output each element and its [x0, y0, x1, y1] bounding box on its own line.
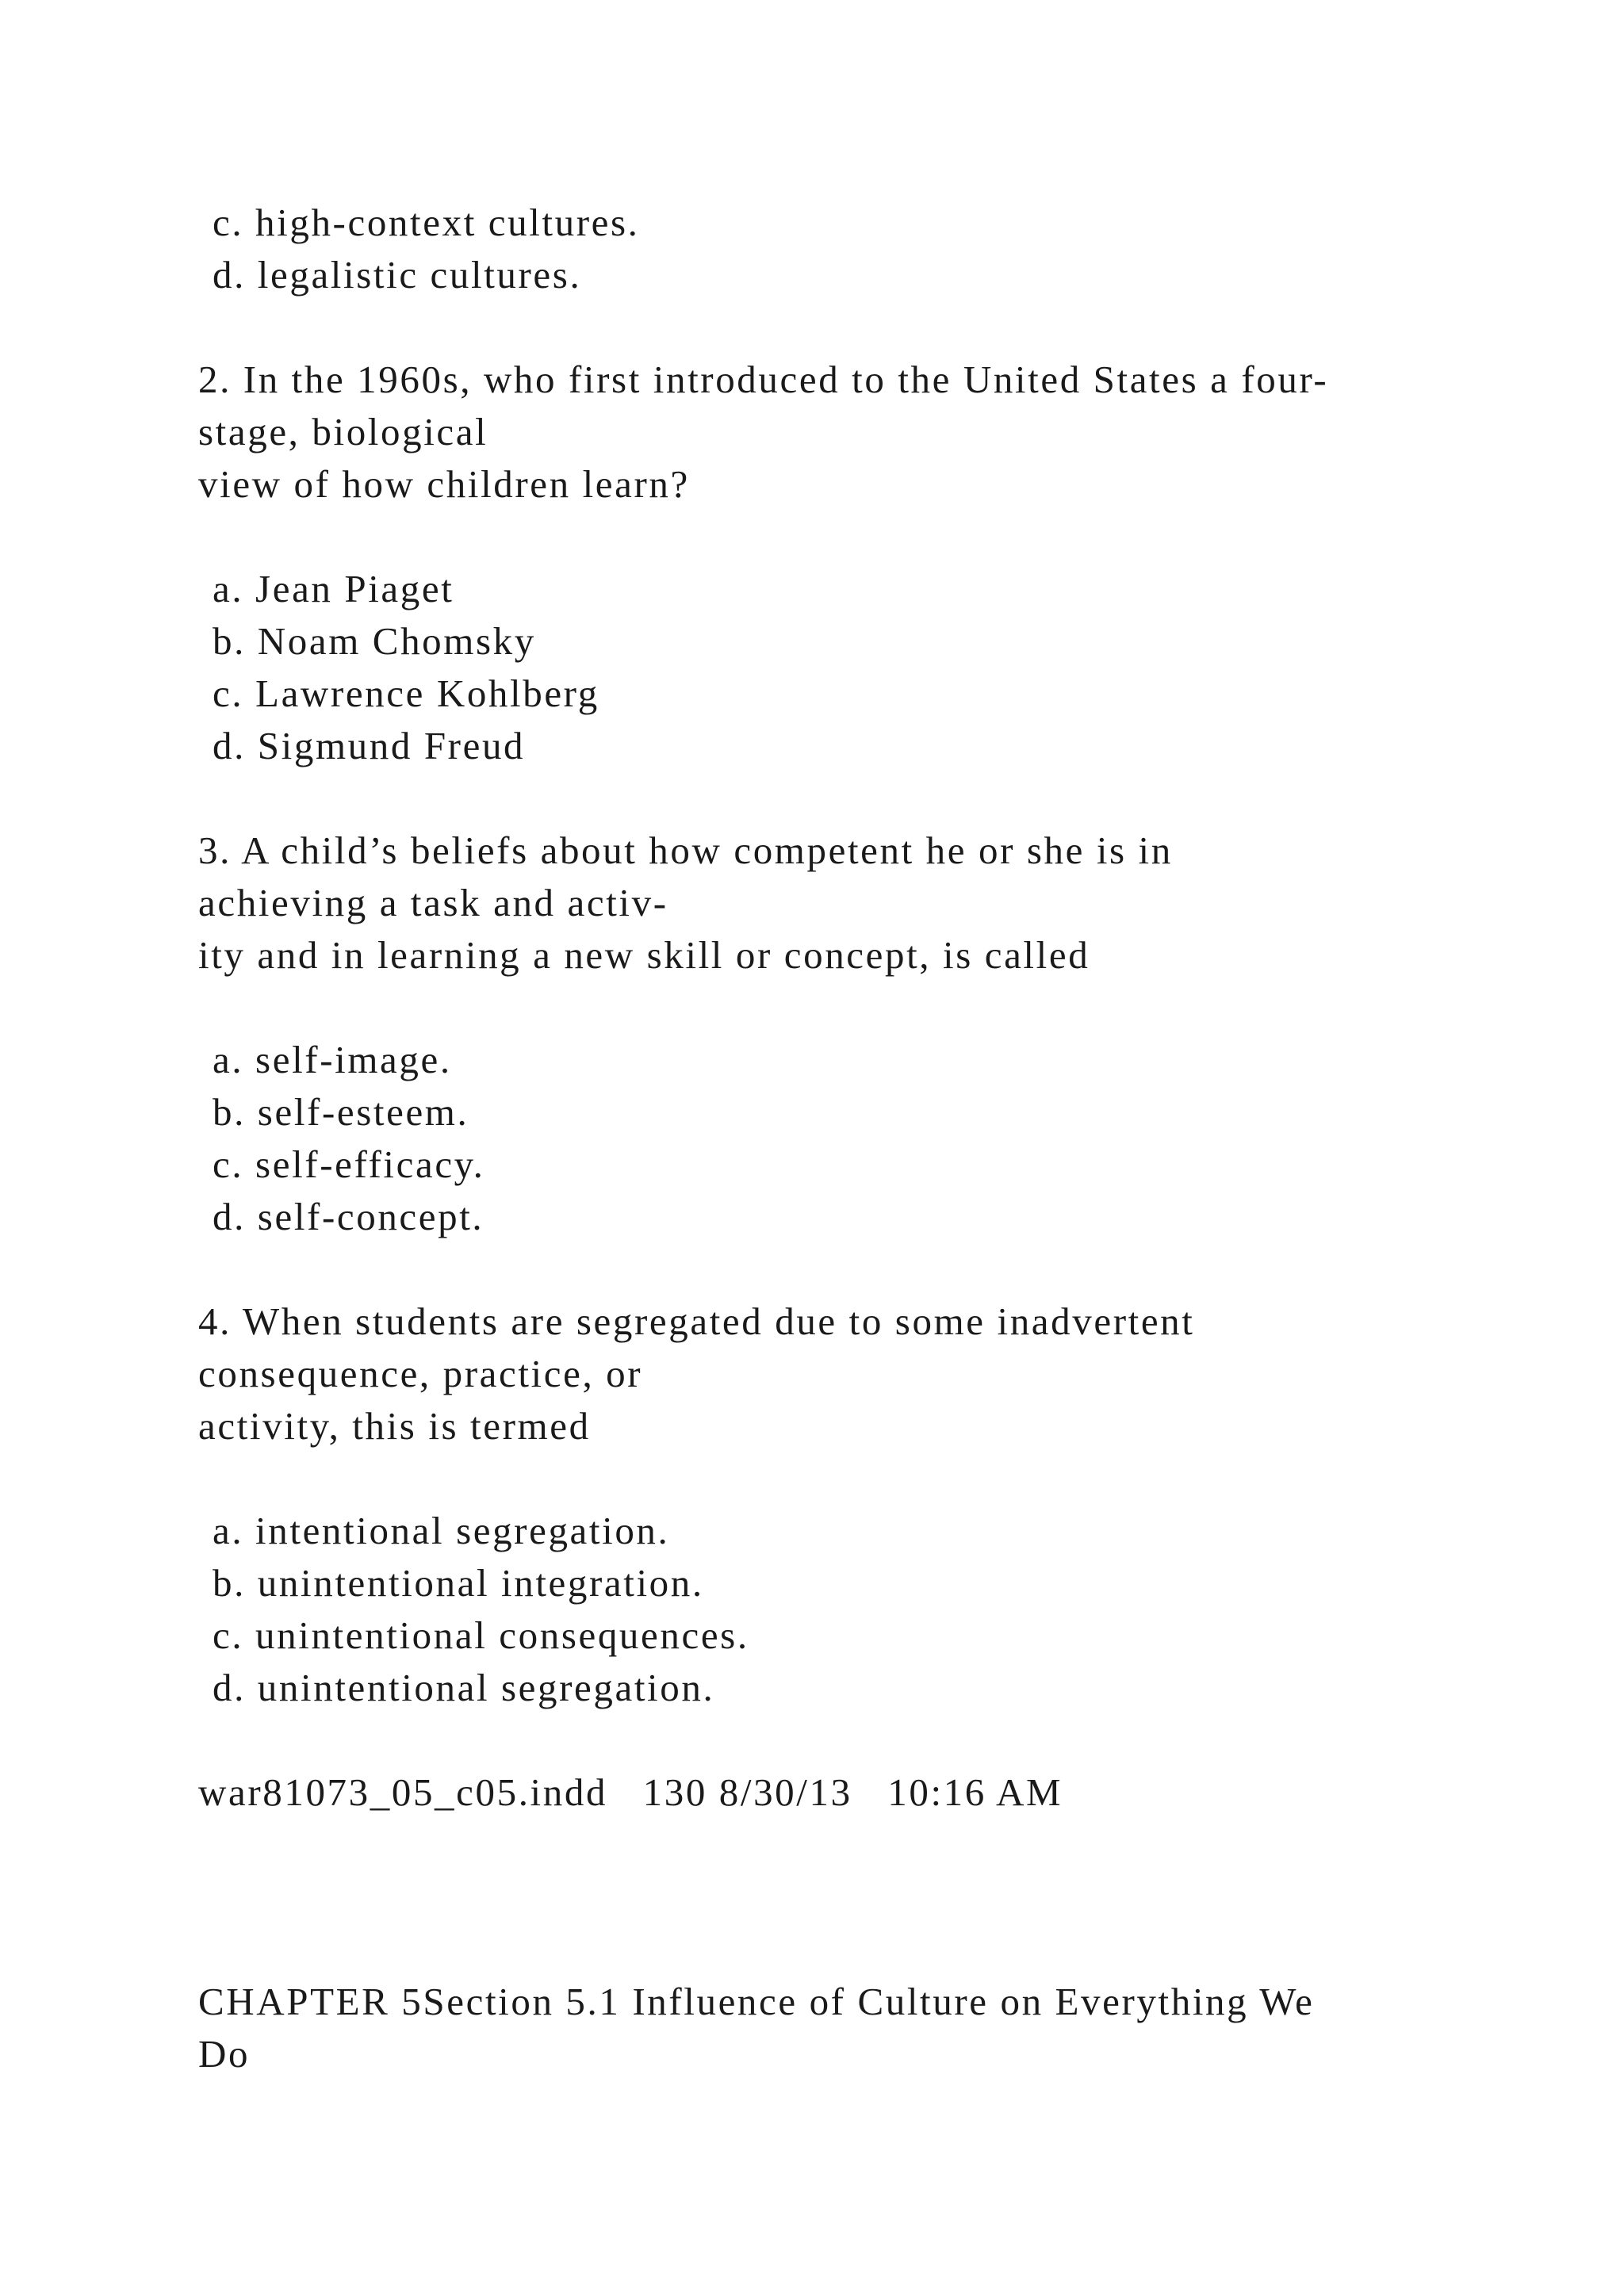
question-4-stem-line: 4. When students are segregated due to some inadvertent	[198, 1299, 1195, 1343]
question-2-option-b: b. Noam Chomsky	[213, 619, 536, 663]
question-2-option-c: c. Lawrence Kohlberg	[213, 672, 599, 715]
question-2-option-a: a. Jean Piaget	[213, 567, 454, 610]
question-2-stem-line: view of how children learn?	[198, 462, 690, 506]
question-3-option-b: b. self-esteem.	[213, 1090, 469, 1134]
question-4-option-c: c. unintentional consequences.	[213, 1613, 749, 1657]
option-line: d. legalistic cultures.	[213, 253, 582, 297]
chapter-heading-line: CHAPTER 5Section 5.1 Influence of Culture on Everything We	[198, 1980, 1315, 2023]
question-4-option-d: d. unintentional segregation.	[213, 1666, 715, 1709]
footer-slug: war81073_05_c05.indd 130 8/30/13 10:16 AM	[198, 1770, 1063, 1814]
question-4-option-a: a. intentional segregation.	[213, 1509, 670, 1552]
question-4-stem-line: activity, this is termed	[198, 1404, 591, 1448]
question-3-option-a: a. self-image.	[213, 1038, 452, 1081]
chapter-heading-line: Do	[198, 2032, 251, 2076]
question-3-option-c: c. self-efficacy.	[213, 1142, 485, 1186]
question-3-stem-line: 3. A child’s beliefs about how competent he or she is in	[198, 828, 1173, 872]
question-2-option-d: d. Sigmund Freud	[213, 724, 526, 767]
question-3-option-d: d. self-concept.	[213, 1195, 485, 1238]
question-4-stem-line: consequence, practice, or	[198, 1352, 643, 1395]
question-2-stem-line: stage, biological	[198, 410, 488, 453]
question-3-stem-line: achieving a task and activ-	[198, 881, 668, 924]
question-2-stem-line: 2. In the 1960s, who first introduced to the United States a four-	[198, 358, 1329, 401]
question-4-option-b: b. unintentional integration.	[213, 1561, 704, 1605]
option-line: c. high-context cultures.	[213, 201, 640, 244]
question-3-stem-line: ity and in learning a new skill or concept, is called	[198, 933, 1090, 977]
